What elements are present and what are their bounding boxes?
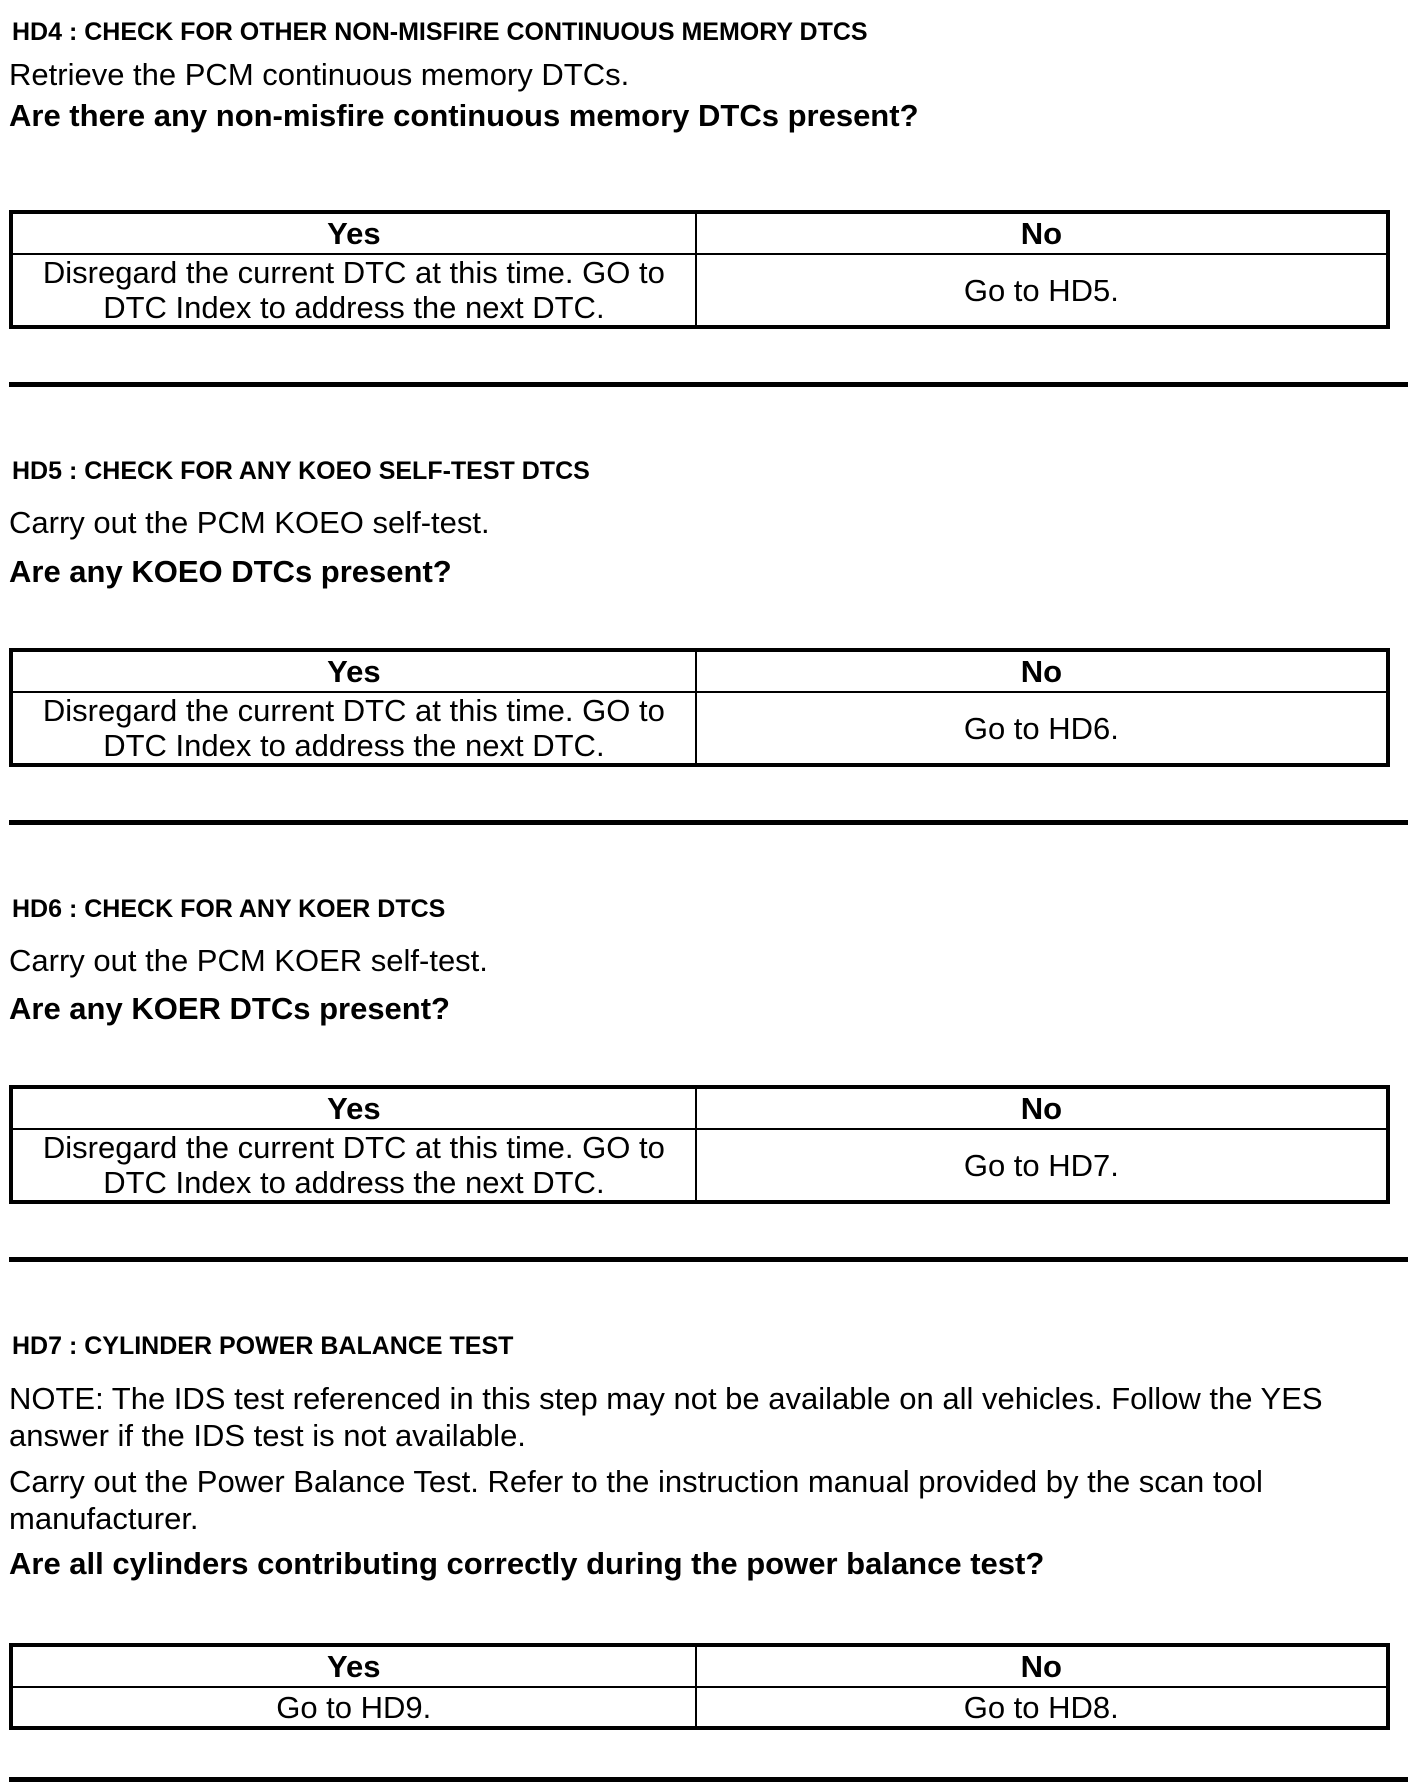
step-action: Retrieve the PCM continuous memory DTCs. [9, 57, 630, 92]
answer-table [9, 1085, 1390, 1204]
yes-header: Yes [11, 212, 696, 254]
step-action: Carry out the Power Balance Test. Refer to the instruction manual provided by the scan tool manufacturer. [9, 1464, 1263, 1536]
yes-line: DTC Index to address the next DTC. [103, 290, 605, 325]
answer-table [9, 1643, 1390, 1730]
section-divider [9, 382, 1408, 387]
yes-cell [11, 692, 696, 765]
step-action: Carry out the PCM KOER self-test. [9, 943, 488, 978]
step-question: Are any KOEO DTCs present? [9, 554, 452, 589]
yes-line: Disregard the current DTC at this time. GO to [42, 255, 665, 290]
yes-cell: Go to HD9. [11, 1687, 696, 1728]
no-header: No [696, 650, 1388, 692]
yes-header: Yes [11, 650, 696, 692]
yes-line: Disregard the current DTC at this time. GO to [42, 693, 665, 728]
answer-table [9, 210, 1390, 329]
yes-header: Yes [11, 1087, 696, 1129]
no-header: No [696, 1645, 1388, 1687]
answer-table [9, 648, 1390, 767]
no-cell: Go to HD6. [696, 692, 1388, 765]
no-cell: Go to HD8. [696, 1687, 1388, 1728]
section-divider [9, 820, 1408, 825]
no-header: No [696, 1087, 1388, 1129]
step-question: Are there any non-misfire continuous memory DTCs present? [9, 98, 919, 133]
no-cell: Go to HD7. [696, 1129, 1388, 1202]
yes-cell [11, 254, 696, 327]
no-cell: Go to HD5. [696, 254, 1388, 327]
step-title: HD6 : CHECK FOR ANY KOER DTCS [12, 895, 446, 923]
yes-header: Yes [11, 1645, 696, 1687]
yes-line: DTC Index to address the next DTC. [103, 1165, 605, 1200]
step-title: HD4 : CHECK FOR OTHER NON-MISFIRE CONTINUOUS MEMORY DTCS [12, 18, 868, 46]
step-question: Are any KOER DTCs present? [9, 991, 450, 1026]
step-note: NOTE: The IDS test referenced in this step may not be available on all vehicles. Follow the YES answer if the IDS test is not available. [9, 1381, 1323, 1453]
step-title: HD5 : CHECK FOR ANY KOEO SELF-TEST DTCS [12, 457, 590, 485]
section-divider [9, 1257, 1408, 1262]
section-divider [9, 1777, 1408, 1782]
yes-cell [11, 1129, 696, 1202]
no-header: No [696, 212, 1388, 254]
yes-line: DTC Index to address the next DTC. [103, 728, 605, 763]
step-action: Carry out the PCM KOEO self-test. [9, 505, 490, 540]
step-title: HD7 : CYLINDER POWER BALANCE TEST [12, 1332, 514, 1360]
step-question: Are all cylinders contributing correctly during the power balance test? [9, 1546, 1045, 1581]
yes-line: Disregard the current DTC at this time. GO to [42, 1130, 665, 1165]
